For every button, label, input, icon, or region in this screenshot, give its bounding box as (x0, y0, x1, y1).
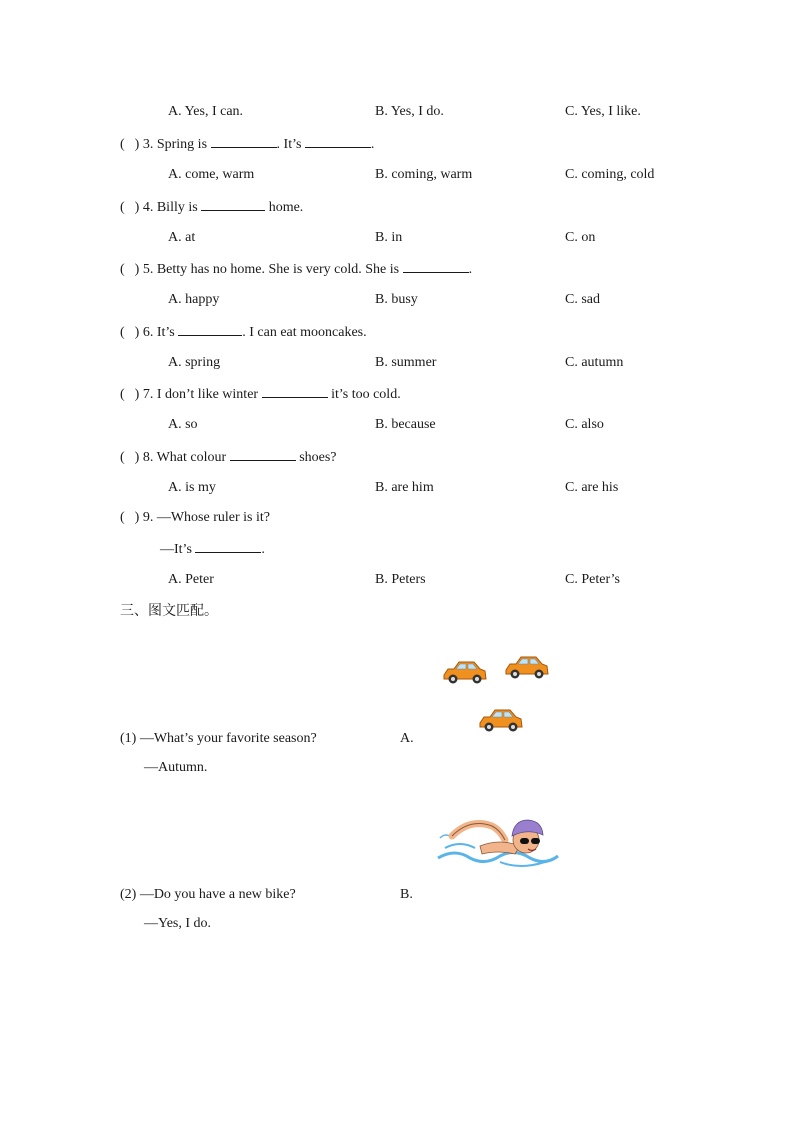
question-3: ( ) 3. Spring is . It’s . (120, 137, 375, 152)
q3-option-b[interactable]: B. coming, warm (375, 167, 473, 182)
q9-option-c[interactable]: C. Peter’s (565, 572, 620, 587)
match-2-question: (2) —Do you have a new bike? (120, 887, 296, 902)
question-8: ( ) 8. What colour shoes? (120, 450, 337, 465)
q3-option-a[interactable]: A. come, warm (168, 167, 255, 182)
question-4: ( ) 4. Billy is home. (120, 200, 304, 215)
car-icon (480, 710, 522, 732)
q9-option-b[interactable]: B. Peters (375, 572, 426, 587)
question-5: ( ) 5. Betty has no home. She is very cold. She is . (120, 262, 473, 277)
q8-option-b[interactable]: B. are him (375, 480, 434, 495)
q2-option-c[interactable]: C. Yes, I like. (565, 104, 641, 119)
q8-option-c[interactable]: C. are his (565, 480, 619, 495)
q7-option-b[interactable]: B. because (375, 417, 436, 432)
q5-option-a[interactable]: A. happy (168, 292, 220, 307)
question-7: ( ) 7. I don’t like winter it’s too cold. (120, 387, 401, 402)
answer-blank[interactable] (195, 540, 261, 553)
q4-option-a[interactable]: A. at (168, 230, 196, 245)
question-9-line1: ( ) 9. —Whose ruler is it? (120, 510, 270, 525)
q4-option-b[interactable]: B. in (375, 230, 403, 245)
q7-option-a[interactable]: A. so (168, 417, 198, 432)
car-icon (506, 657, 548, 679)
question-9-line2: —It’s . (160, 542, 265, 557)
answer-blank[interactable] (403, 260, 469, 273)
car-icon (444, 662, 486, 684)
q5-option-c[interactable]: C. sad (565, 292, 600, 307)
q6-option-b[interactable]: B. summer (375, 355, 437, 370)
match-1-picture-letter: A. (400, 731, 414, 746)
q2-option-b[interactable]: B. Yes, I do. (375, 104, 444, 119)
q2-option-a[interactable]: A. Yes, I can. (168, 104, 244, 119)
section-3-title: 三、图文匹配。 (120, 603, 218, 619)
match-2-picture-letter: B. (400, 887, 413, 902)
q9-option-a[interactable]: A. Peter (168, 572, 214, 587)
q8-option-a[interactable]: A. is my (168, 480, 216, 495)
question-6: ( ) 6. It’s . I can eat mooncakes. (120, 325, 367, 340)
answer-blank[interactable] (178, 323, 242, 336)
match-1-answer: —Autumn. (144, 760, 208, 775)
q7-option-c[interactable]: C. also (565, 417, 604, 432)
answer-blank[interactable] (305, 135, 371, 148)
q4-option-c[interactable]: C. on (565, 230, 596, 245)
q6-option-a[interactable]: A. spring (168, 355, 221, 370)
match-2-answer: —Yes, I do. (144, 916, 212, 931)
answer-blank[interactable] (230, 448, 296, 461)
answer-blank[interactable] (201, 198, 265, 211)
q5-option-b[interactable]: B. busy (375, 292, 418, 307)
answer-blank[interactable] (211, 135, 277, 148)
q3-option-c[interactable]: C. coming, cold (565, 167, 655, 182)
answer-blank[interactable] (262, 385, 328, 398)
q6-option-c[interactable]: C. autumn (565, 355, 624, 370)
match-1-question: (1) —What’s your favorite season? (120, 731, 317, 746)
